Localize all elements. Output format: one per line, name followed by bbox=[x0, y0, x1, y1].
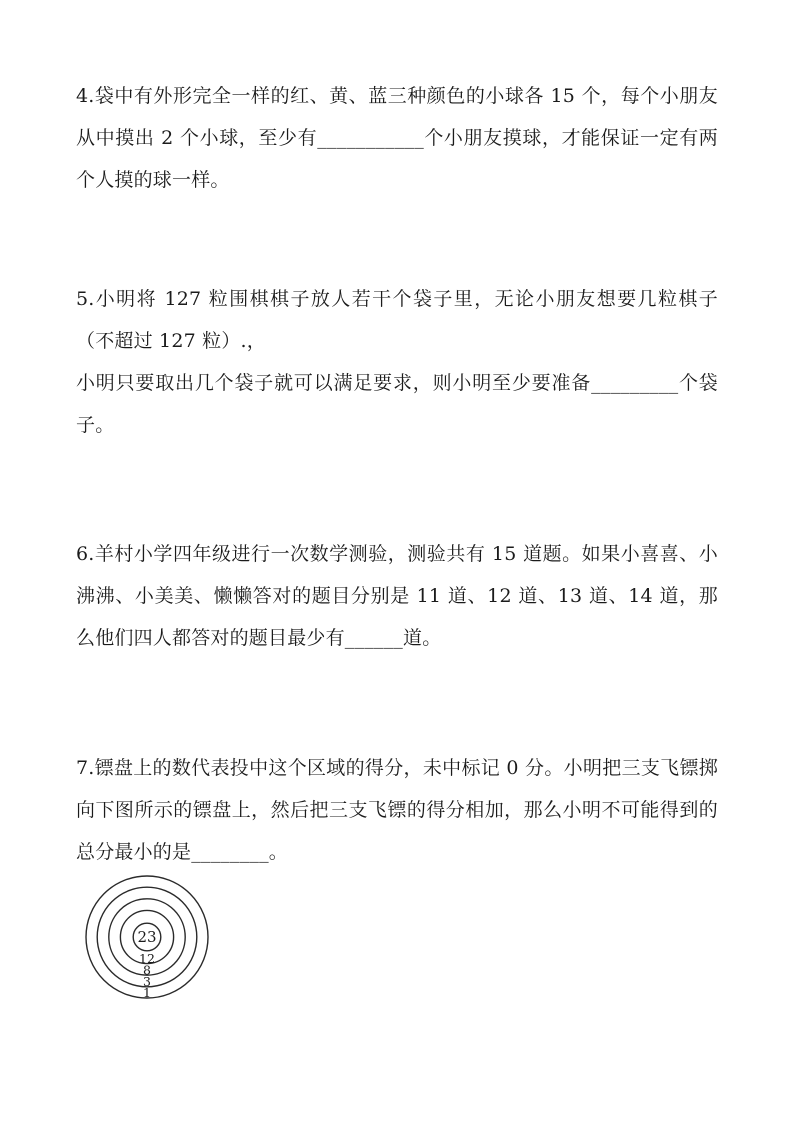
question-4-text: 4.袋中有外形完全一样的红、黄、蓝三种颜色的小球各 15 个，每个小朋友从中摸出 2 个小球，至少有___________个小朋友摸球，才能保证一定有两个人摸的球一样。 bbox=[76, 85, 718, 191]
question-5-text-part1: 5.小明将 127 粒围棋棋子放人若干个袋子里，无论小朋友想要几粒棋子（不超过 127 粒）.， bbox=[76, 288, 718, 352]
question-4 bbox=[76, 75, 718, 201]
dartboard-figure bbox=[80, 870, 214, 1004]
question-6 bbox=[76, 533, 718, 659]
question-5 bbox=[76, 278, 718, 446]
dartboard-ring-score-3: 3 bbox=[143, 974, 151, 989]
dartboard-center-score: 23 bbox=[137, 928, 157, 946]
dartboard-ring-score-1: 1 bbox=[143, 985, 151, 1000]
dartboard-ring-score-8: 8 bbox=[143, 962, 151, 978]
question-5-text-part2: 小明只要取出几个袋子就可以满足要求，则小明至少要准备_________个袋子。 bbox=[76, 372, 718, 436]
question-7-text: 7.镖盘上的数代表投中这个区域的得分，未中标记 0 分。小明把三支飞镖掷向下图所示的镖盘上，然后把三支飞镖的得分相加，那么小明不可能得到的总分最小的是________。 bbox=[76, 757, 718, 863]
dartboard-ring-score-12: 12 bbox=[139, 951, 155, 966]
question-6-text: 6.羊村小学四年级进行一次数学测验，测验共有 15 道题。如果小喜喜、小沸沸、小美美、懒懒答对的题目分别是 11 道、12 道、13 道、14 道，那么他们四人都答对的题目最少有______道。 bbox=[76, 543, 718, 649]
question-7 bbox=[76, 747, 718, 873]
